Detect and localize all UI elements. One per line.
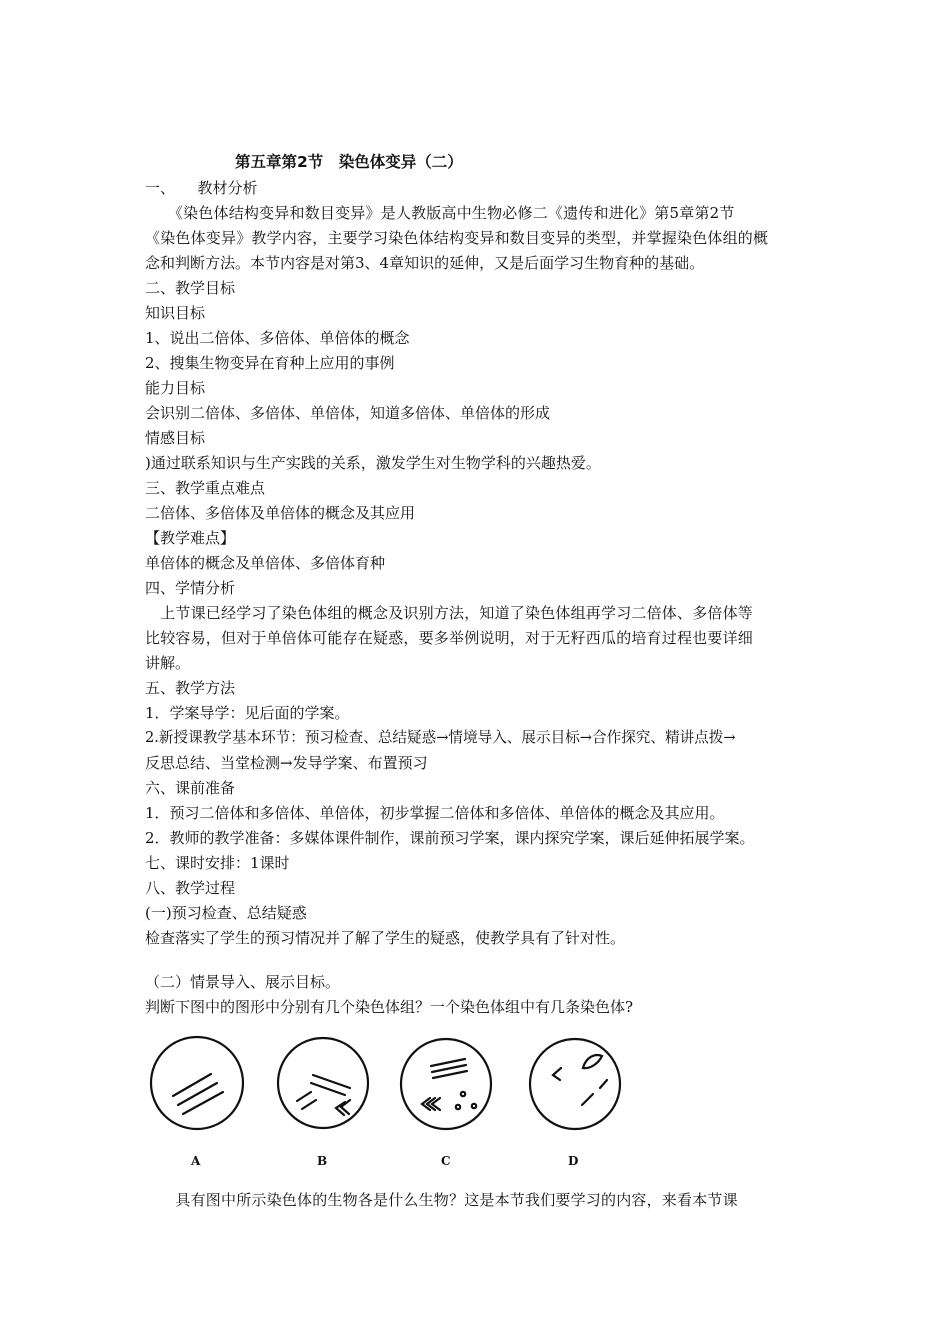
list-item: 2．教师的教学准备：多媒体课件制作，课前预习学案，课内探究学案，课后延伸拓展学案。 — [145, 829, 755, 847]
chromosome-d2 — [553, 1068, 561, 1080]
paragraph-line: 比较容易，但对于单倍体可能存在疑惑，要多举例说明，对于无籽西瓜的培育过程也要详细 — [145, 629, 754, 647]
figure-label-b: B — [317, 1154, 328, 1168]
chromosome-d1 — [583, 1055, 602, 1068]
chromosome-c8 — [456, 1105, 460, 1109]
section-heading-1: 一、 教材分析 — [145, 179, 258, 197]
list-item: 1．预习二倍体和多倍体、单倍体，初步掌握二倍体和多倍体、单倍体的概念及其应用。 — [145, 804, 725, 822]
figure-label-a: A — [191, 1154, 201, 1168]
chromosome-diagram — [145, 1028, 675, 1178]
paragraph-line: 会识别二倍体、多倍体、单倍体，知道多倍体、单倍体的形成 — [145, 404, 551, 422]
list-item: 1、说出二倍体、多倍体、单倍体的概念 — [145, 329, 410, 347]
page-title: 第五章第2节 染色体变异（二） — [235, 153, 463, 171]
cell-b-circle — [278, 1038, 368, 1128]
paragraph-line: 反思总结、当堂检测→发导学案、布置预习 — [145, 754, 428, 772]
chromosome-c2 — [432, 1065, 466, 1072]
question-line: 判断下图中的图形中分别有几个染色体组？一个染色体组中有几条染色体? — [145, 998, 634, 1016]
chromosome-d4 — [582, 1094, 593, 1105]
chromosome-d3 — [600, 1080, 607, 1088]
paragraph-line: 《染色体变异》教学内容，主要学习染色体结构变异和数目变异的类型，并掌握染色体组的概 — [145, 229, 769, 247]
list-item: 2.新授课教学基本环节：预习检查、总结疑惑→情境导入、展示目标→合作探究、精讲点拨→ — [145, 729, 736, 746]
figure-label-c: C — [441, 1154, 451, 1168]
section-heading-2: 二、教学目标 — [145, 279, 236, 297]
chromosome-c1 — [431, 1059, 465, 1066]
subheading: 能力目标 — [145, 379, 206, 397]
chromosome-c7 — [461, 1092, 465, 1096]
paragraph-line: 讲解。 — [145, 654, 191, 672]
chromosome-b4 — [302, 1100, 316, 1109]
subheading: 情感目标 — [145, 429, 206, 447]
paragraph-line: 具有图中所示染色体的生物各是什么生物？这是本节我们要学习的内容，来看本节课 — [145, 1191, 738, 1209]
chromosome-a3 — [183, 1092, 223, 1114]
paragraph-line: 单倍体的概念及单倍体、多倍体育种 — [145, 554, 386, 572]
section-heading-7: 七、课时安排：1课时 — [145, 854, 290, 872]
list-item: 2、搜集生物变异在育种上应用的事例 — [145, 354, 395, 372]
subheading: 【教学难点】 — [145, 529, 236, 547]
chromosome-b3 — [297, 1092, 311, 1101]
subheading: (一)预习检查、总结疑惑 — [145, 904, 307, 922]
section-heading-3: 三、教学重点难点 — [145, 479, 266, 497]
chromosome-figure — [145, 1028, 675, 1178]
cell-c-circle — [401, 1039, 491, 1129]
subheading: （二）情景导入、展示目标。 — [145, 973, 341, 991]
paragraph-line: )通过联系知识与生产实践的关系，激发学生对生物学科的兴趣热爱。 — [145, 454, 601, 472]
section-heading-8: 八、教学过程 — [145, 879, 236, 897]
chromosome-c3 — [433, 1071, 467, 1078]
paragraph-line: 二倍体、多倍体及单倍体的概念及其应用 — [145, 504, 416, 522]
paragraph-line: 检查落实了学生的预习情况并了解了学生的疑惑，使教学具有了针对性。 — [145, 929, 626, 947]
chromosome-a1 — [173, 1074, 211, 1096]
figure-label-d: D — [568, 1154, 579, 1168]
section-heading-5: 五、教学方法 — [145, 679, 236, 697]
cell-d-circle — [530, 1039, 620, 1129]
chromosome-a2 — [178, 1083, 217, 1105]
paragraph-line: 念和判断方法。本节内容是对第3、4章知识的延伸，又是后面学习生物育种的基础。 — [145, 254, 705, 272]
chromosome-c9 — [472, 1104, 476, 1108]
section-heading-4: 四、学情分析 — [145, 579, 236, 597]
section-heading-6: 六、课前准备 — [145, 779, 236, 797]
paragraph-line: 上节课已经学习了染色体组的概念及识别方法，知道了染色体组再学习二倍体、多倍体等 — [145, 604, 754, 622]
list-item: 1．学案导学：见后面的学案。 — [145, 704, 350, 722]
subheading: 知识目标 — [145, 304, 206, 322]
paragraph-line: 《染色体结构变异和数目变异》是人教版高中生物必修二《遗传和进化》第5章第2节 — [145, 204, 735, 222]
